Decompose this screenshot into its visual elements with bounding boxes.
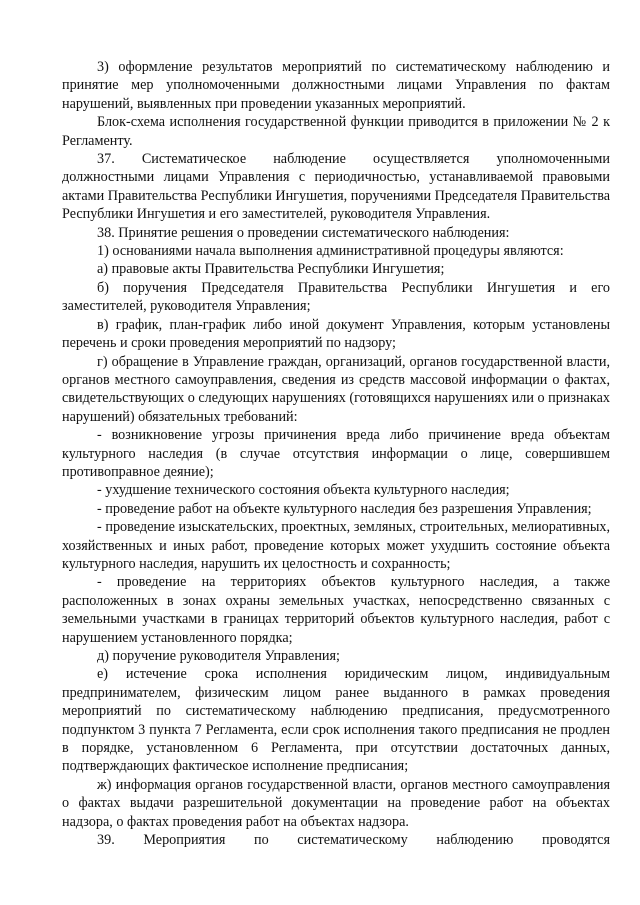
paragraph-bullet-deterioration: - ухудшение технического состояния объекта культурного наследия; <box>97 482 510 499</box>
paragraph-38-v: в) график, план-график либо иной документ Управления, которым установлены перечень и сроки проведения мероприятий по надзору; <box>62 316 610 352</box>
paragraph-38-zh: ж) информация органов государственной власти, органов местного самоуправления о фактах выдачи разрешительной документации на проведение работ на объектах надзора, о фактах проведения работ на объектах надзора. <box>62 776 610 830</box>
paragraph-38-b: б) поручения Председателя Правительства Республики Ингушетия и его заместителей, руководителя Управления; <box>62 279 610 315</box>
paragraph-39: 39. Мероприятия по систематическому наблюдению проводятся <box>97 832 610 849</box>
paragraph-38-a: а) правовые акты Правительства Республики Ингушетия; <box>97 261 445 278</box>
paragraph-38: 38. Принятие решения о проведении систематического наблюдения: <box>97 224 510 241</box>
paragraph-item-3: 3) оформление результатов мероприятий по систематическому наблюдению и принятие мер уполномоченными должностными лицами Управления по фактам нарушений, выявленных при проведении указанных мероприятий. <box>62 59 610 112</box>
paragraph-bullet-works: - проведение изыскательских, проектных, земляных, строительных, мелиоративных, хозяйственных и иных работ, проведение которых может ухудшить состояние объекта культурного наследия, нарушить их целостность и сохранность; <box>62 519 610 572</box>
paragraph-37: 37. Систематическое наблюдение осуществляется уполномоченными должностными лицами Управления с периодичностью, устанавливаемой правовыми актами Правительства Республики Ингушетия, поручениями Председателя Правительства Республики Ингушетия и его заместителей, руководителя Управления. <box>62 151 610 223</box>
paragraph-38-1: 1) основаниями начала выполнения административной процедуры являются: <box>97 243 564 260</box>
paragraph-38-g: г) обращение в Управление граждан, организаций, органов государственной власти, органов местного самоуправления, сведения из средств массовой информации о фактах, свидетельствующих о следующих нарушениях (готовящихся нарушениях или о признаках нарушений) обязательных требований: <box>62 353 610 425</box>
paragraph-38-d: д) поручение руководителя Управления; <box>97 648 340 664</box>
document-page <box>62 58 610 849</box>
paragraph-block-scheme: Блок-схема исполнения государственной функции приводится в приложении № 2 к Регламенту. <box>62 114 610 149</box>
paragraph-bullet-threat: - возникновение угрозы причинения вреда либо причинение вреда объектам культурного наследия (в случае отсутствия информации о лице, совершившем противоправное деяние); <box>62 427 610 480</box>
paragraph-bullet-no-permit: - проведение работ на объекте культурного наследия без разрешения Управления; <box>97 500 592 517</box>
paragraph-38-e: е) истечение срока исполнения юридическим лицом, индивидуальным предпринимателем, физическим лицом ранее выданного в рамках проведения мероприятий по систематическому наблюдению предписания, предусмотренного подпунктом 3 пункта 7 Регламента, если срок исполнения такого предписания не продлен в порядке, установленном 6 Регламента, при отсутствии достаточных данных, подтверждающих фактическое исполнение предписания; <box>62 666 610 775</box>
paragraph-bullet-territories: - проведение на территориях объектов культурного наследия, а также расположенных в зонах охраны земельных участках, непосредственно связанных с земельными участками в границах территорий объектов культурного наследия, работ с нарушением установленного порядка; <box>62 574 610 646</box>
